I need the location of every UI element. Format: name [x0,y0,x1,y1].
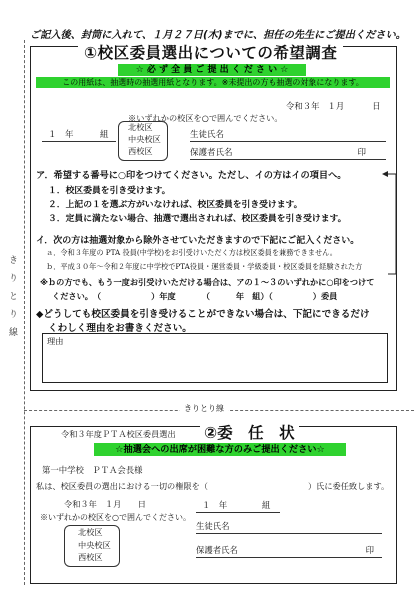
form2-banner: ☆抽選会への出席が困難な方のみご提出ください☆ [94,443,346,456]
side-cut-line [24,40,25,585]
form1-district-list [128,121,161,157]
section-b-heading: イ．次の方は抽選対象から除外させていただきますので下記にご記入ください。 [36,236,360,246]
form1-title: ①校区委員選出についての希望調査 [78,41,343,63]
form2-district-north[interactable]: 北校区 [78,527,103,537]
top-notice: ご記入後、封筒に入れて、１月２７日(木)までに、担任の先生にご提出ください。 [30,30,406,41]
form2-statement: 私は、校区委員の選出における一切の権限を（ ）氏に委任致します。 [36,481,390,491]
mid-cut-line-label: きりとり線 [180,403,228,414]
form2-student-name-label: 生徒氏名 [196,521,230,531]
section-b-item-a: ａ．令和３年度の PTA 役員(中学校)をお引受けいただく方は校区委員を兼務できません。 [46,248,337,257]
note-line-1: ※ｂの方でも、もう一度お引受けいただける場合は、アの１～３のいずれかに○印をつけて [40,277,375,287]
district-central[interactable]: 中央校区 [128,134,161,144]
district-north[interactable]: 北校区 [128,122,153,132]
form2-date: 令和３年 １月 日 [64,499,146,509]
form1-grade-class: １ 年 組 [42,128,116,142]
form2-district-west[interactable]: 西校区 [78,552,103,562]
form2-seal-label: 印 [365,545,374,555]
side-cut-line-label: き り と り 線 [7,255,17,336]
form2-district-list [78,526,111,564]
reason-label: 理由 [47,336,64,346]
form1-date: 令和３年 １月 日 [286,101,381,111]
district-west[interactable]: 西校区 [128,146,153,156]
form2-district-hint: ※いずれかの校区を○で囲んでください。 [40,513,191,522]
form2-title: ②委 任 状 [200,421,299,443]
seal-label: 印 [357,148,366,158]
form1-student-name-field[interactable] [190,128,386,142]
form1-guardian-name-field[interactable] [190,146,386,160]
reason-heading-2: くわしく理由をお書きください。 [48,323,192,334]
section-a-item-3[interactable]: ３．定員に満たない場合、抽選で選出されれば、校区委員を引き受けます。 [48,214,347,224]
guardian-name-label: 保護者氏名 [190,148,233,158]
form2-guardian-name-label: 保護者氏名 [196,545,238,555]
reason-textbox[interactable] [42,333,388,383]
note-line-2: ください。 （ ）年度 （ 年 組）（ ）委員 [52,291,338,301]
form2-grade-class: １ 年 組 [196,499,280,513]
form1-district-hint: ※いずれかの校区を○で囲んでください。 [128,113,283,123]
reason-heading-1: ◆どうしても校区委員を引き受けることができない場合は、下記にできるだけ [36,309,370,320]
section-a-heading: ア．希望する番号に○印をつけてください。ただし、イの方はイの項目へ。 [36,170,347,181]
form2-guardian-name-field[interactable] [196,544,382,558]
form2-addressee: 第一中学校 ＰＴＡ会長様 [42,465,143,475]
form1-banner-line2: この用紙は、抽選時の抽選用紙となります。※未提出の方も抽選の対象になります。 [36,77,390,88]
student-name-label: 生徒氏名 [190,130,225,140]
form2-year-title: 令和３年度ＰＴＡ校区委員選出 [58,429,179,440]
form2-student-name-field[interactable] [196,520,382,534]
section-b-item-b: ｂ．平成３０年～令和２年度に中学校でPTA役員・運営委員・学級委員・校区委員を経験された方 [46,262,363,271]
section-a-item-2[interactable]: ２．上記の１を選ぶ方がいなければ、校区委員を引き受けます。 [48,200,303,210]
form2-district-central[interactable]: 中央校区 [78,539,111,550]
section-a-item-1[interactable]: １．校区委員を引き受けます。 [48,186,171,196]
form1-banner-line1: ☆ 必 ず 全 員 ご 提 出 く だ さ い ☆ [118,64,306,76]
